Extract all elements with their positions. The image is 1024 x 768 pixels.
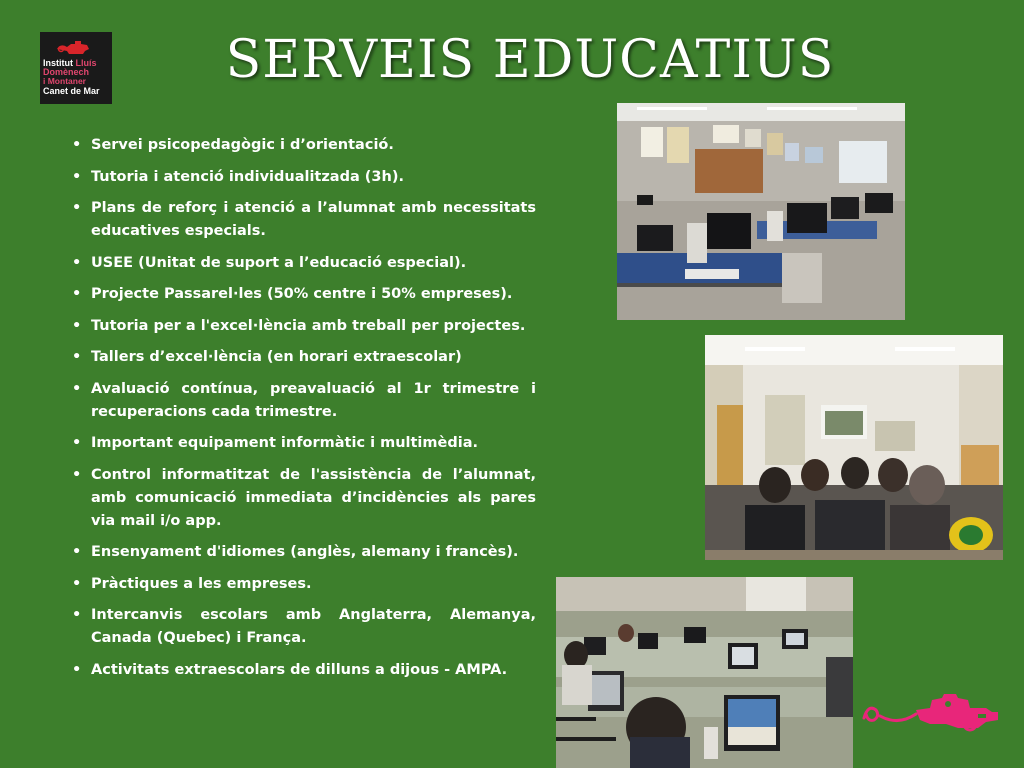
photo-computer-classroom [617,103,905,320]
list-item: • Control informatitzat de l'assistència de l’alumnat, amb comunicació immediata d’incidències als pares via mail i/o app. [72,464,536,533]
logo-emblem-icon [55,35,95,57]
list-item: • USEE (Unitat de suport a l’educació especial). [72,252,536,275]
logo-line-canet: Canet de Mar [43,86,100,96]
list-item: • Intercanvis escolars amb Anglaterra, Alemanya, Canada (Quebec) i França. [72,604,536,650]
list-item: • Servei psicopedagògic i d’orientació. [72,134,536,157]
photo-presentation-room [705,335,1003,560]
logo-line-montaner: i Montaner [43,76,86,86]
list-item: • Tutoria per a l'excel·lència amb treball per projectes. [72,315,536,338]
list-item: • Tutoria i atenció individualitzada (3h). [72,166,536,189]
logo-line-domenech: Domènech [43,67,90,77]
list-item: • Activitats extraescolars de dilluns a dijous - AMPA. [72,659,536,682]
services-list [72,134,536,690]
list-item: • Avaluació contínua, preavaluació al 1r trimestre i recuperacions cada trimestre. [72,378,536,424]
slide-title: SERVEIS EDUCATIUS [225,30,835,90]
logo-line-institut: Institut [43,58,73,68]
list-item: • Pràctiques a les empreses. [72,573,536,596]
photo-computer-lab [556,577,853,768]
list-item: • Plans de reforç i atenció a l’alumnat amb necessitats educatives especials. [72,197,536,243]
list-item: • Ensenyament d'idiomes (anglès, alemany i francès). [72,541,536,564]
logo-line-lluis: Lluís [75,58,97,68]
school-logo [40,32,112,104]
list-item: • Tallers d’excel·lència (en horari extraescolar) [72,346,536,369]
vehicle-decoration-icon [858,690,1003,735]
list-item: • Important equipament informàtic i multimèdia. [72,432,536,455]
list-item: • Projecte Passarel·les (50% centre i 50% empreses). [72,283,536,306]
